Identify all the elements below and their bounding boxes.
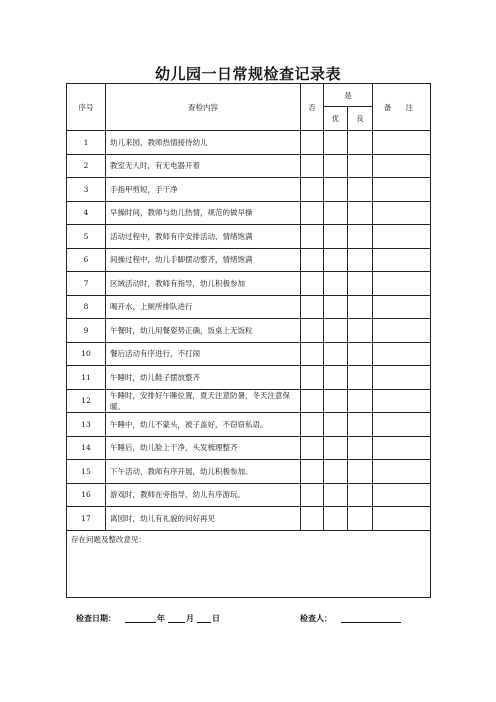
no-cell[interactable] (301, 131, 324, 155)
day-blank[interactable] (197, 613, 211, 623)
no-cell[interactable] (301, 460, 324, 484)
good-cell[interactable] (348, 272, 373, 296)
row-content: 午睡中，幼儿不蒙头，被子盖好，不窃窃私语。 (106, 413, 301, 437)
header-remarks-label: 备 注 (383, 102, 420, 112)
no-cell[interactable] (301, 389, 324, 413)
excellent-cell[interactable] (324, 131, 348, 155)
remarks-cell[interactable] (373, 248, 431, 272)
remarks-cell[interactable] (373, 389, 431, 413)
inspection-rows (67, 131, 431, 531)
excellent-cell[interactable] (324, 154, 348, 178)
row-content: 区域活动时，教师有指导，幼儿积极参加 (106, 272, 301, 296)
row-number: 11 (67, 366, 106, 390)
row-content: 手指甲剪短，手干净 (106, 178, 301, 202)
table-row (67, 389, 431, 413)
good-cell[interactable] (348, 154, 373, 178)
good-cell[interactable] (348, 483, 373, 507)
no-cell[interactable] (301, 154, 324, 178)
header-excellent: 优 (324, 107, 348, 131)
remarks-cell[interactable] (373, 295, 431, 319)
row-number: 2 (67, 154, 106, 178)
row-number: 17 (67, 507, 106, 531)
excellent-cell[interactable] (324, 295, 348, 319)
remarks-cell[interactable] (373, 342, 431, 366)
excellent-cell[interactable] (324, 389, 348, 413)
excellent-cell[interactable] (324, 507, 348, 531)
no-cell[interactable] (301, 225, 324, 249)
table-row (67, 178, 431, 202)
excellent-cell[interactable] (324, 460, 348, 484)
row-content: 教室无人时，有无电器开着 (106, 154, 301, 178)
remarks-cell[interactable] (373, 319, 431, 343)
table-row (67, 413, 431, 437)
table-row (67, 507, 431, 531)
good-cell[interactable] (348, 295, 373, 319)
header-seq: 序号 (67, 84, 106, 131)
header-good: 良 (348, 107, 373, 131)
good-cell[interactable] (348, 178, 373, 202)
no-cell[interactable] (301, 201, 324, 225)
date-label: 检查日期： (76, 614, 116, 623)
remarks-cell[interactable] (373, 178, 431, 202)
good-cell[interactable] (348, 389, 373, 413)
inspection-table (66, 83, 431, 598)
table-row (67, 295, 431, 319)
table-row (67, 131, 431, 155)
good-cell[interactable] (348, 201, 373, 225)
excellent-cell[interactable] (324, 272, 348, 296)
no-cell[interactable] (301, 248, 324, 272)
no-cell[interactable] (301, 507, 324, 531)
header-remarks (373, 84, 431, 131)
no-cell[interactable] (301, 436, 324, 460)
row-content: 活动过程中，教师有序安排活动，情绪饱满 (106, 225, 301, 249)
good-cell[interactable] (348, 460, 373, 484)
good-cell[interactable] (348, 507, 373, 531)
no-cell[interactable] (301, 272, 324, 296)
good-cell[interactable] (348, 436, 373, 460)
table-row (67, 342, 431, 366)
row-content: 下午活动，教师有序开展，幼儿积极参加。 (106, 460, 301, 484)
excellent-cell[interactable] (324, 248, 348, 272)
row-number: 7 (67, 272, 106, 296)
row-content: 离园时，幼儿有礼貌的问好再见 (106, 507, 301, 531)
good-cell[interactable] (348, 319, 373, 343)
no-cell[interactable] (301, 319, 324, 343)
remarks-cell[interactable] (373, 366, 431, 390)
issues-cell[interactable] (67, 530, 431, 597)
row-content: 喝开水，上厕所排队进行 (106, 295, 301, 319)
remarks-cell[interactable] (373, 154, 431, 178)
row-content: 午睡后，幼儿脸上干净，头发梳理整齐 (106, 436, 301, 460)
year-blank[interactable] (125, 613, 156, 623)
remarks-cell[interactable] (373, 436, 431, 460)
excellent-cell[interactable] (324, 178, 348, 202)
remarks-cell[interactable] (373, 460, 431, 484)
row-number: 12 (67, 389, 106, 413)
good-cell[interactable] (348, 225, 373, 249)
row-number: 13 (67, 413, 106, 437)
row-content: 早操时间，教师与幼儿热情，规范的做早操 (106, 201, 301, 225)
row-number: 8 (67, 295, 106, 319)
excellent-cell[interactable] (324, 319, 348, 343)
row-number: 4 (67, 201, 106, 225)
good-cell[interactable] (348, 342, 373, 366)
footer (76, 613, 416, 627)
year-label: 年 (157, 614, 165, 623)
header-content: 查检内容 (106, 84, 301, 131)
header-no: 否 (301, 84, 324, 131)
table-row (67, 436, 431, 460)
remarks-cell[interactable] (373, 483, 431, 507)
remarks-cell[interactable] (373, 413, 431, 437)
excellent-cell[interactable] (324, 483, 348, 507)
issues-label: 存在问题及整改意见： (71, 534, 146, 544)
row-content: 幼儿来园，教师热情接待幼儿 (106, 131, 301, 155)
good-cell[interactable] (348, 131, 373, 155)
remarks-cell[interactable] (373, 507, 431, 531)
remarks-cell[interactable] (373, 225, 431, 249)
page-title: 幼儿园一日常规检查记录表 (154, 65, 341, 83)
row-number: 5 (67, 225, 106, 249)
row-number: 14 (67, 436, 106, 460)
excellent-cell[interactable] (324, 413, 348, 437)
row-number: 3 (67, 178, 106, 202)
row-content: 餐后活动有序进行，不打闹 (106, 342, 301, 366)
excellent-cell[interactable] (324, 436, 348, 460)
table-row (67, 225, 431, 249)
excellent-cell[interactable] (324, 342, 348, 366)
excellent-cell[interactable] (324, 225, 348, 249)
good-cell[interactable] (348, 248, 373, 272)
row-content: 间操过程中，幼儿手脚摆动整齐，情绪饱满 (106, 248, 301, 272)
inspector-label: 检查人： (300, 614, 332, 623)
table-row (67, 272, 431, 296)
row-content: 游戏时，教师在旁指导，幼儿有序游玩。 (106, 483, 301, 507)
row-number: 10 (67, 342, 106, 366)
day-label: 日 (212, 614, 220, 623)
table-row (67, 460, 431, 484)
row-content: 午睡时，幼儿鞋子摆放整齐 (106, 366, 301, 390)
no-cell[interactable] (301, 295, 324, 319)
month-blank[interactable] (168, 613, 185, 623)
table-row (67, 319, 431, 343)
row-number: 15 (67, 460, 106, 484)
good-cell[interactable] (348, 366, 373, 390)
row-content: 午餐时，幼儿用餐姿势正确，饭桌上无饭粒 (106, 319, 301, 343)
no-cell[interactable] (301, 483, 324, 507)
no-cell[interactable] (301, 342, 324, 366)
remarks-cell[interactable] (373, 131, 431, 155)
good-cell[interactable] (348, 413, 373, 437)
row-number: 16 (67, 483, 106, 507)
no-cell[interactable] (301, 366, 324, 390)
excellent-cell[interactable] (324, 201, 348, 225)
row-number: 6 (67, 248, 106, 272)
remarks-cell[interactable] (373, 201, 431, 225)
inspector-blank[interactable] (341, 613, 401, 623)
row-number: 1 (67, 131, 106, 155)
header-yes: 是 (324, 84, 373, 107)
remarks-cell[interactable] (373, 272, 431, 296)
month-label: 月 (186, 614, 194, 623)
row-content: 午睡时，安排好午睡位置，夏天注意防暑，冬天注意保暖。 (106, 389, 301, 413)
excellent-cell[interactable] (324, 366, 348, 390)
no-cell[interactable] (301, 178, 324, 202)
no-cell[interactable] (301, 413, 324, 437)
table-row (67, 248, 431, 272)
table-row (67, 201, 431, 225)
table-row (67, 483, 431, 507)
row-number: 9 (67, 319, 106, 343)
table-row (67, 154, 431, 178)
table-row (67, 366, 431, 390)
